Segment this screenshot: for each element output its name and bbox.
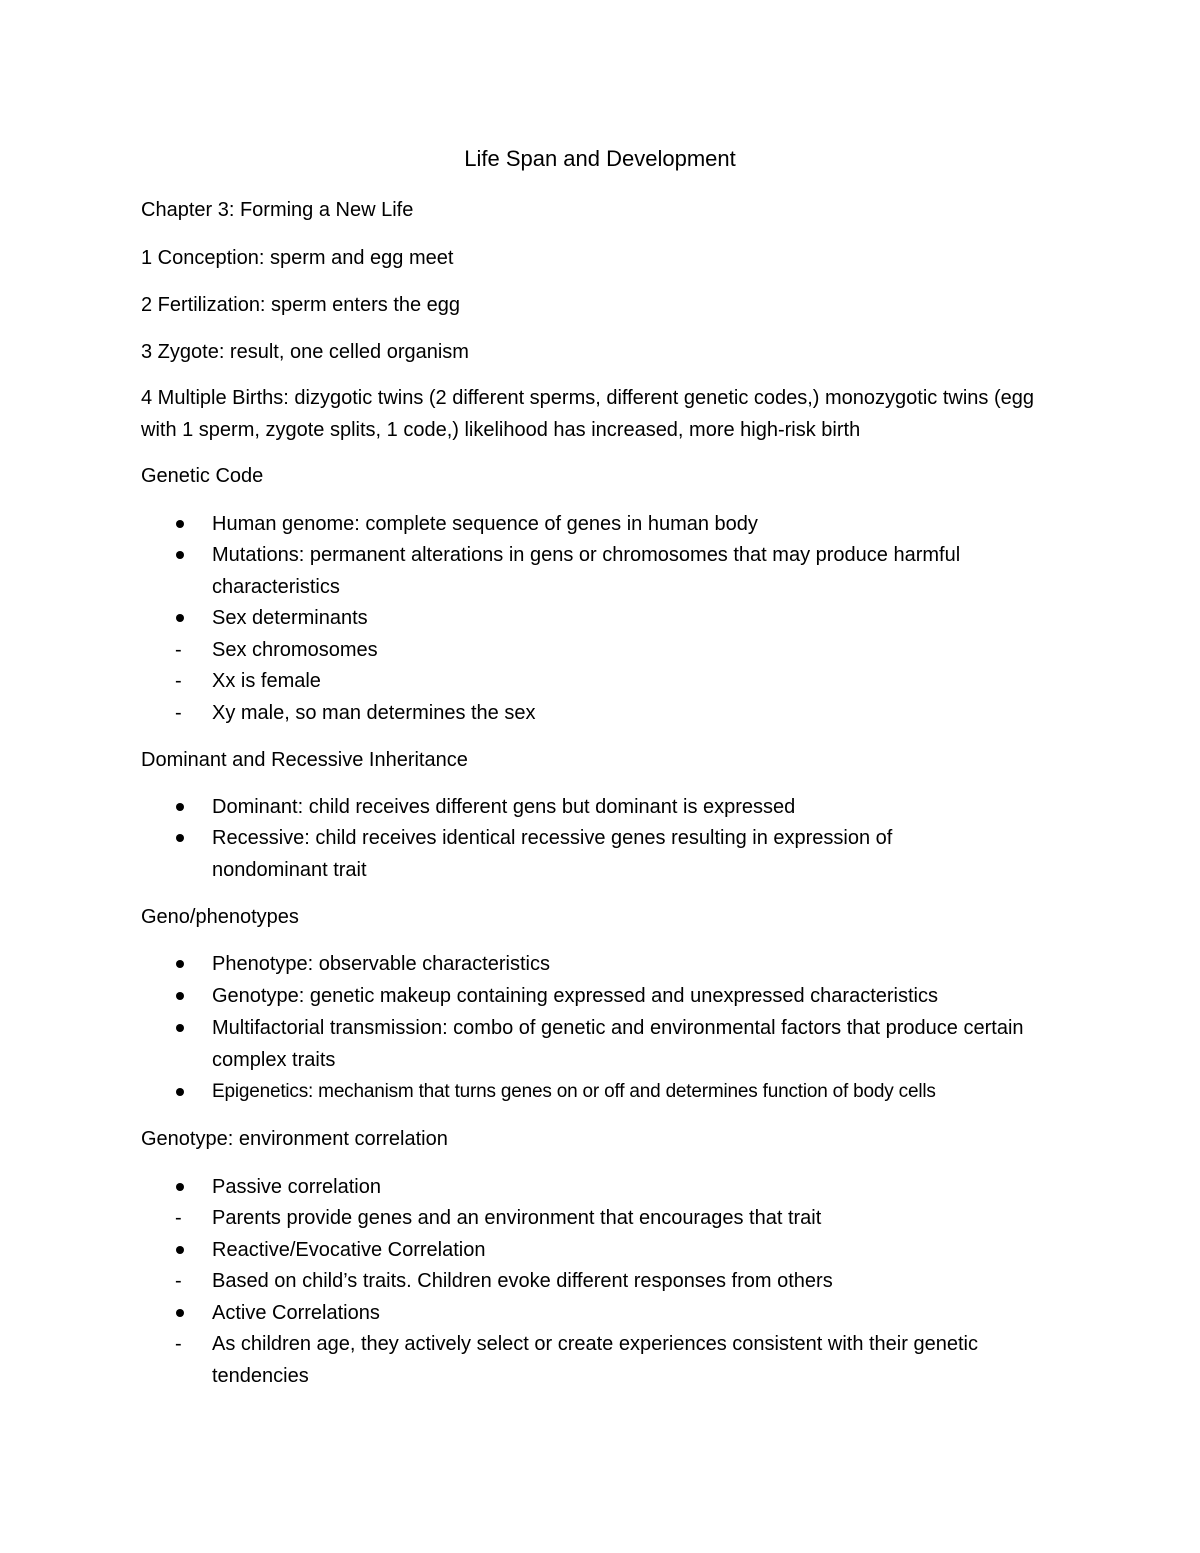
bullet-icon xyxy=(176,1088,184,1096)
bullet-icon xyxy=(176,960,184,968)
dash-icon: - xyxy=(175,1207,182,1229)
section-heading-environment-correlation: Genotype: environment correlation xyxy=(141,1128,448,1150)
bullet-icon xyxy=(176,1246,184,1254)
bullet-icon xyxy=(176,992,184,1000)
section-heading-genophenotypes: Geno/phenotypes xyxy=(141,906,299,928)
bullet-icon xyxy=(176,614,184,622)
document-page: Life Span and Development Chapter 3: Forming a New Life 1 Conception: sperm and egg meet 2 Fertilization: sperm enters the egg 3 Zygote: result, one celled organism 4 Multiple Births: dizygotic twins (2 different sperms, different genetic codes,) monozygotic twins (egg with 1 sperm, zygote splits, 1 code,) likelihood has increased, more high-risk birth Genetic Code Human genome: complete sequence of genes in human body Mutations: permanent alterations in gens or chromosomes that may produce harmful characteristics Sex determinants - Sex chromosomes - Xx is female - Xy male, so man determines the sex Dominant and Recessive Inheritance Dominant: child receives different gens but dominant is expressed Recessive: child receives identical recessive genes resulting in expression of nondominant trait Geno/phenotypes Phenotype: observable characteristics Genotype: genetic makeup containing expressed and unexpressed characteristics Multifactorial transmission: combo of genetic and environmental factors that produce certain complex traits Epigenetics: mechanism that turns genes on or off and determines function of body cells Genotype: environment correlation Passive correlation - Parents provide genes and an environment that encourages that trait Reactive/Evocative Correlation - Based on child’s traits. Children evoke different responses from others Active Correlations - As children age, they actively select or create experiences consistent with their genetic tendencies xyxy=(0,0,1200,1553)
step-fertilization: 2 Fertilization: sperm enters the egg xyxy=(141,294,461,316)
dash-icon: - xyxy=(175,670,182,692)
bullet-icon xyxy=(176,1024,184,1032)
bullet-icon xyxy=(176,1183,184,1191)
chapter-heading: Chapter 3: Forming a New Life xyxy=(141,199,414,221)
bullet-icon xyxy=(176,520,184,528)
step-multiple-births: 4 Multiple Births: dizygotic twins (2 different sperms, different genetic codes,) monozygotic twins (egg with 1 sperm, zygote splits, 1 code,) likelihood has increased, more high-risk birth xyxy=(141,387,1034,441)
page-title: Life Span and Development xyxy=(464,146,736,171)
dash-icon: - xyxy=(175,702,182,724)
bullet-icon xyxy=(176,803,184,811)
dash-icon: - xyxy=(175,639,182,661)
section-heading-genetic-code: Genetic Code xyxy=(141,465,264,487)
dash-icon: - xyxy=(175,1270,182,1292)
bullet-icon xyxy=(176,1309,184,1317)
section-heading-inheritance: Dominant and Recessive Inheritance xyxy=(141,749,468,771)
step-zygote: 3 Zygote: result, one celled organism xyxy=(141,341,469,363)
dash-icon: - xyxy=(175,1333,182,1355)
step-conception: 1 Conception: sperm and egg meet xyxy=(141,247,454,269)
bullet-icon xyxy=(176,551,184,559)
bullet-icon xyxy=(176,834,184,842)
